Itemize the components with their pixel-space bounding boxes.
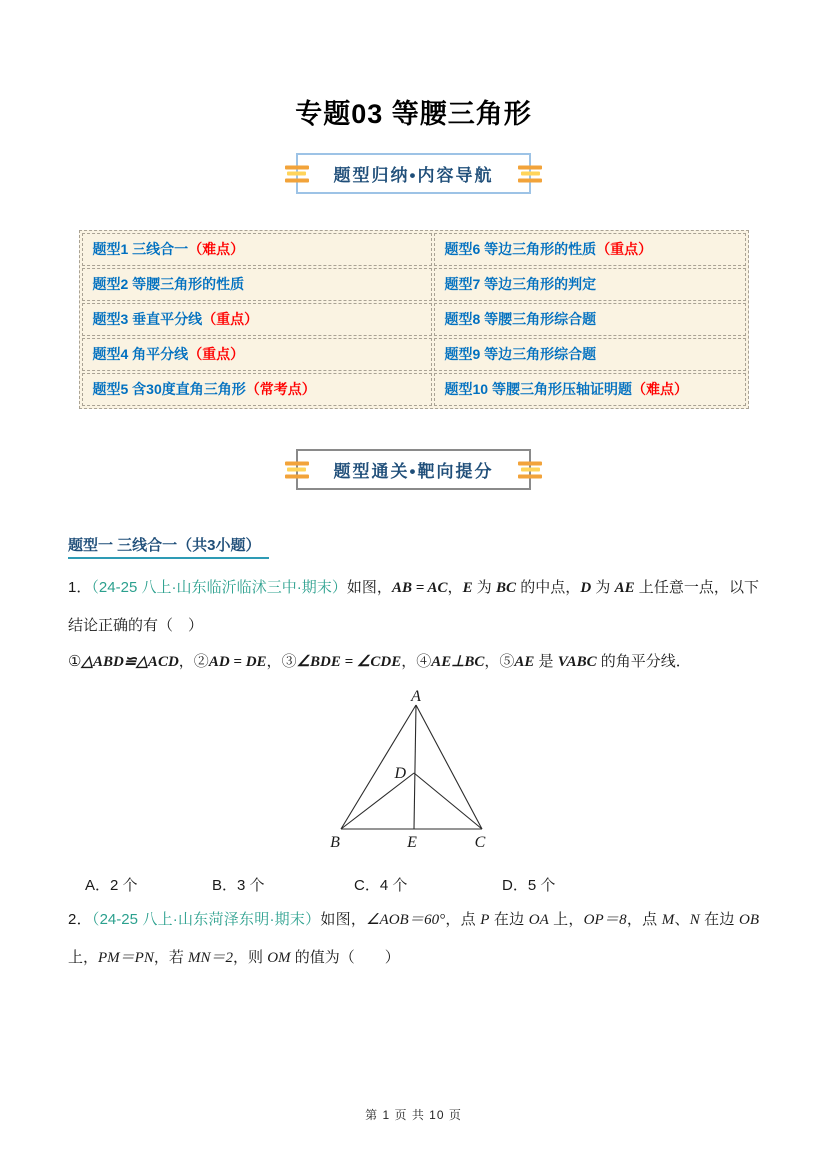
question-text: 、 [674, 911, 690, 928]
question-text: 的中点， [516, 579, 581, 596]
math-expression: ∠BDE = ∠CDE [296, 654, 402, 670]
vertex-label-b: B [329, 834, 340, 851]
banner-right-decoration-icon [518, 461, 542, 478]
type-label: 题型6 等边三角形的性质 [444, 241, 597, 257]
table-row [82, 233, 432, 266]
math-expression: AE [514, 654, 535, 670]
question-number: 1． [68, 579, 92, 596]
question-text: ，则 [233, 949, 268, 966]
type-tag: （重点） [596, 241, 653, 257]
math-expression: AD = DE [208, 654, 267, 670]
math-expression: E [462, 580, 473, 596]
banner-practice [296, 449, 532, 490]
question-text: ，点 [445, 911, 481, 928]
type-label: 题型4 角平分线 [92, 346, 189, 362]
question-text: 如图， [346, 579, 392, 596]
math-expression: D [580, 580, 592, 596]
math-expression: P [480, 912, 490, 928]
separator: ， [484, 653, 500, 670]
vertex-label-a: A [410, 689, 421, 705]
banner-practice-label: 题型通关•靶向提分 [333, 462, 494, 481]
separator: ， [266, 653, 282, 670]
type-label: 题型2 等腰三角形的性质 [92, 276, 245, 292]
type-tag: （重点） [202, 311, 259, 327]
question-text: 在边 [489, 911, 529, 928]
triangle-figure [68, 689, 759, 862]
question-text: ，点 [626, 911, 662, 928]
banner-type-summary [296, 153, 532, 194]
question-1-text [68, 569, 759, 645]
circled-number: ① [68, 653, 82, 670]
math-expression: OP＝8 [583, 912, 627, 928]
table-row [434, 373, 746, 406]
table-row [434, 338, 746, 371]
type-label: 题型9 等边三角形综合题 [444, 346, 597, 362]
banner-right-decoration-icon [518, 165, 542, 182]
type-label: 题型1 三线合一 [92, 241, 189, 257]
math-expression: PM＝PN [98, 950, 154, 966]
triangle-diagram [319, 689, 509, 857]
option-d: D．5 个 [502, 877, 556, 894]
type-label: 题型8 等腰三角形综合题 [444, 311, 597, 327]
separator: ， [401, 653, 417, 670]
section-heading: 题型一 三线合一（共3小题） [68, 534, 269, 559]
page-footer: 第 1 页 共 10 页 [365, 1108, 462, 1122]
type-label: 题型5 含30度直角三角形 [92, 381, 246, 397]
table-row [82, 373, 432, 406]
table-row [82, 303, 432, 336]
banner-row-2 [68, 427, 759, 490]
table-row [434, 303, 746, 336]
question-text: 的值为（ ） [290, 949, 400, 966]
type-tag: （难点） [188, 241, 245, 257]
vertex-label-e: E [406, 834, 417, 851]
circled-number: ⑤ [499, 653, 515, 670]
circled-number: ② [193, 653, 209, 670]
math-expression: M [661, 912, 675, 928]
table-row [434, 268, 746, 301]
type-tag: （常考点） [245, 381, 316, 397]
question-text: 在边 [699, 911, 739, 928]
question-number: 2． [68, 911, 92, 928]
circled-number: ③ [281, 653, 297, 670]
option-a: A．2 个 [85, 877, 138, 894]
banner-left-decoration-icon [285, 165, 309, 182]
question-source: （24-25 八上·山东菏泽东明·期末） [91, 911, 321, 928]
math-expression: N [689, 912, 700, 928]
type-label: 题型7 等边三角形的判定 [444, 276, 597, 292]
question-1-statements [68, 645, 759, 679]
answer-options [85, 874, 759, 895]
banner-type-summary-label: 题型归纳•内容导航 [333, 166, 494, 185]
type-tag: （难点） [631, 381, 688, 397]
question-text: ，若 [153, 949, 189, 966]
question-text: 是 [534, 653, 558, 670]
page-title: 专题03 等腰三角形 [295, 99, 532, 129]
table-row [434, 233, 746, 266]
math-expression: AE [614, 580, 635, 596]
question-text: 如图， [320, 911, 367, 928]
question-type-table [79, 230, 749, 409]
circled-number: ④ [416, 653, 432, 670]
question-text: 为 [591, 579, 615, 596]
math-expression: AB = AC [391, 580, 448, 596]
question-text: 的角平分线． [596, 653, 691, 670]
math-expression: BC [496, 580, 517, 596]
math-expression: OM [267, 950, 291, 966]
question-text: 为 [472, 579, 497, 596]
math-expression: MN＝2 [188, 950, 234, 966]
question-text: 上， [68, 949, 99, 966]
math-expression: VABC [557, 654, 597, 670]
question-text: 上， [548, 911, 584, 928]
math-expression: AE⊥BC [431, 654, 485, 670]
section-heading-row [68, 534, 759, 559]
type-label: 题型3 垂直平分线 [92, 311, 203, 327]
table-row [82, 268, 432, 301]
type-tag: （重点） [188, 346, 245, 362]
question-2-text [68, 901, 759, 977]
question-source: （24-25 八上·山东临沂临沭三中·期末） [91, 579, 347, 596]
option-c: C．4 个 [354, 877, 408, 894]
math-expression: OB [738, 912, 759, 928]
math-expression: ∠AOB＝60° [366, 912, 446, 928]
question-text: 上任意一点，以下结论正确的有（ ） [68, 579, 759, 634]
separator: ， [178, 653, 194, 670]
option-b: B．3 个 [212, 877, 265, 894]
banner-row-1 [68, 131, 759, 194]
type-label: 题型10 等腰三角形压轴证明题 [444, 381, 632, 397]
math-expression: △ABD≌△ACD [81, 654, 179, 670]
banner-left-decoration-icon [285, 461, 309, 478]
question-text: ， [447, 579, 463, 596]
vertex-label-c: C [474, 834, 485, 851]
vertex-label-d: D [393, 765, 406, 782]
table-row [82, 338, 432, 371]
math-expression: OA [528, 912, 549, 928]
